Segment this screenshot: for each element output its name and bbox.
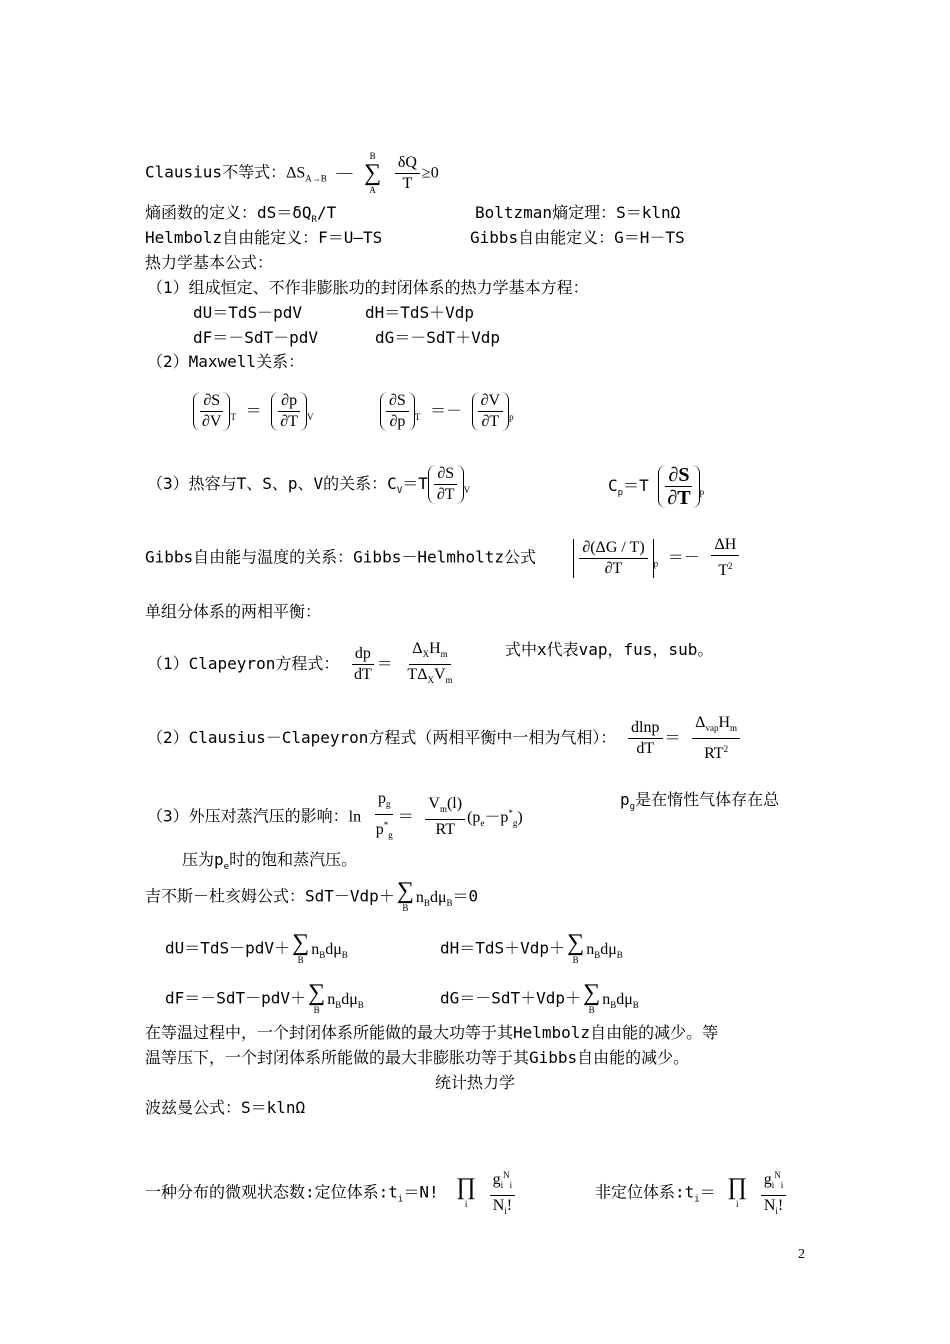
microstate-count-nonlocalized: 非定位体系$:t_i=$ ∏ i $\frac{g_i^N_i}{N_i!}$ [595, 1166, 788, 1220]
maxwell-relation-2: $\frac{\partial S}{\partial p}$ $_T$ ＝－ $\frac{\partial V}{\partial T}$ $_p$ [380, 392, 514, 431]
clausius-clapeyron-equation: （2）Clausius－Clapeyron方程式（两相平衡中一相为气相）： $\frac{dlnp}{dT}$ ＝ $\frac{\Delta_{vap}H_m}{RT^2}$ [147, 714, 742, 763]
helmholtz-definition: Helmbolz自由能定义：F＝U—TS [145, 228, 383, 247]
entropy-definition: 熵函数的定义：$dS=\delta Q_R/T$ [145, 203, 337, 225]
heat-capacity-cv: （3）热容与T、S、p、V的关系：$C_V=T$ $\frac{\partial S}{\partial T}$ $_V$ [147, 465, 471, 503]
summation-sign: B ∑ A [364, 151, 382, 195]
boltzmann-formula: 波兹曼公式：S＝klnΩ [145, 1098, 306, 1117]
two-phase-title: 单组分体系的两相平衡： [145, 602, 322, 621]
external-pressure-note: $p_g$是在惰性气体存在总 [620, 790, 780, 812]
equation-dU: dU＝TdS－pdV [193, 303, 303, 322]
equation-dG: dG＝－SdT＋Vdp [375, 328, 501, 347]
gibbs-helmholtz: Gibbs自由能与温度的关系：Gibbs－Helmholtz公式 $\frac{\partial(\Delta G / T)}{\partial T}$ $_p$ ＝－ $\frac{\Delta H}{T^2}$ [145, 536, 741, 580]
external-pressure-note-cont: 压为$p_e$时的饱和蒸汽压。 [182, 850, 358, 872]
microstate-count-localized: 一种分布的微观状态数:定位体系$:t_i=N$! ∏ i $\frac{g_i^N_i}{N_i!}$ [145, 1166, 517, 1220]
basic-item-1: （1）组成恒定、不作非膨胀功的封闭体系的热力学基本方程： [147, 278, 589, 297]
gibbs-definition: Gibbs自由能定义：G＝H－TS [470, 228, 685, 247]
page-number: 2 [798, 1247, 805, 1262]
clapeyron-note: 式中x代表vap，fus，sub。 [505, 640, 714, 659]
general-dG: dG＝－SdT＋Vdp＋ ∑ B $n_Bd\mu_B$ [440, 980, 639, 1015]
heat-capacity-cp: $C_p=T$ $\frac{\partial S}{\partial T}$ $_p$ [608, 464, 705, 509]
paragraph-line-2: 温等压下，一个封闭体系所能做的最大非膨胀功等于其Gibbs自由能的减少。 [145, 1048, 690, 1067]
equation-dF: dF＝－SdT－pdV [193, 328, 319, 347]
general-dH: dH＝TdS＋Vdp＋ ∑ B $n_Bd\mu_B$ [440, 930, 623, 965]
clausius-inequality: Clausius不等式：$\Delta S_{A\to B}$ — B ∑ A $\frac{\delta Q}{T}$ ≥0 [145, 151, 439, 195]
maxwell-relation-1: $\frac{\partial S}{\partial V}$ $_T$ ＝ $\frac{\partial p}{\partial T}$ $_V$ [193, 392, 313, 431]
paragraph-line-1: 在等温过程中，一个封闭体系所能做的最大功等于其Helmbolz自由能的减少。等 [145, 1023, 719, 1042]
maxwell-title: （2）Maxwell关系： [147, 352, 305, 371]
clapeyron-equation: （1）Clapeyron方程式： $\frac{dp}{dT}$ ＝ $\frac{\Delta_XH_m}{T\Delta_XV_m}$ [147, 640, 453, 685]
basic-formulas-title: 热力学基本公式： [145, 253, 274, 272]
boltzmann-theorem: Boltzman熵定理：S＝klnΩ [475, 203, 681, 222]
section-title-statistical: 统计热力学 [434, 1073, 515, 1092]
equation-dH: dH＝TdS＋Vdp [365, 303, 475, 322]
external-pressure-effect: （3）外压对蒸汽压的影响：ln $\frac{p_g}{p^*_g}$ ＝ $\frac{V_m(l)}{RT}$ $(p_e-p^*_g)$ [147, 790, 523, 840]
gibbs-duhem-equation: 吉不斯－杜亥姆公式：SdT－Vdp＋ ∑ B $n_Bd\mu_B=0$ [145, 878, 479, 913]
general-dF: dF＝－SdT－pdV＋ ∑ B $n_Bd\mu_B$ [165, 980, 364, 1015]
general-dU: dU＝TdS－pdV＋ ∑ B $n_Bd\mu_B$ [165, 930, 348, 965]
